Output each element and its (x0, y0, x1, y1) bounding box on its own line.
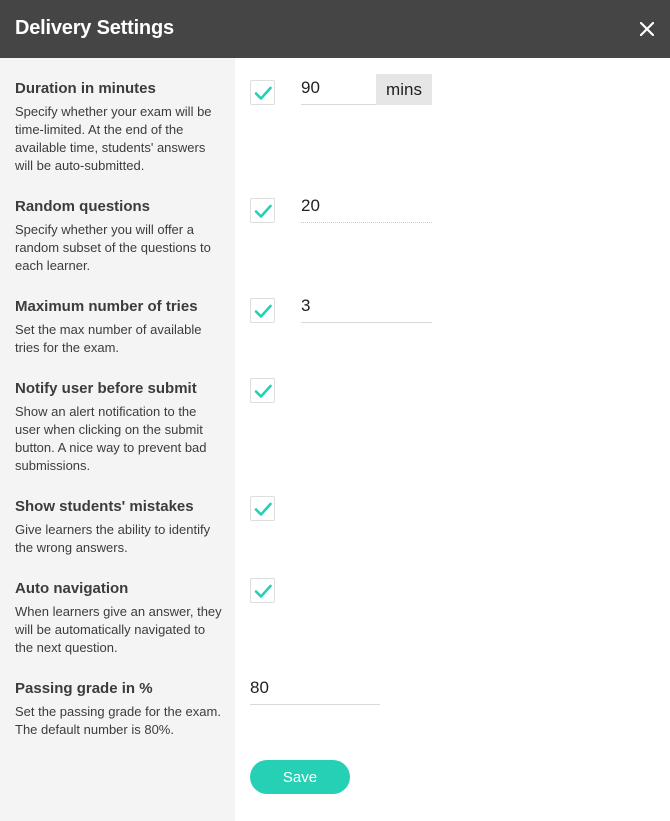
setting-description: Give learners the ability to identify the wrong answers. (15, 522, 211, 555)
setting-title: Duration in minutes (15, 80, 156, 97)
setting-description: Show an alert notification to the user when clicking on the submit button. A nice way to prevent bad submissions. (15, 404, 207, 473)
setting-description: Specify whether you will offer a random subset of the questions to each learner. (15, 222, 211, 273)
notify-before-submit-checkbox[interactable] (250, 378, 275, 403)
max-tries-field (301, 291, 432, 323)
setting-random-questions (15, 198, 223, 275)
setting-title: Show students' mistakes (15, 498, 194, 515)
close-icon (640, 22, 654, 36)
duration-field (301, 73, 376, 105)
random-questions-checkbox[interactable] (250, 198, 275, 223)
checkmark-icon (253, 301, 273, 321)
close-button[interactable] (640, 22, 654, 36)
random-questions-input[interactable] (301, 191, 432, 221)
checkmark-icon (253, 581, 273, 601)
duration-checkbox[interactable] (250, 80, 275, 105)
show-mistakes-checkbox[interactable] (250, 496, 275, 521)
checkmark-icon (253, 381, 273, 401)
passing-grade-input[interactable] (250, 673, 380, 703)
auto-navigation-checkbox[interactable] (250, 578, 275, 603)
setting-title: Auto navigation (15, 580, 129, 597)
setting-notify-before-submit (15, 380, 223, 475)
setting-max-tries (15, 298, 223, 357)
checkmark-icon (253, 499, 273, 519)
modal-header (0, 0, 670, 58)
setting-description: Specify whether your exam will be time-limited. At the end of the available time, students' answers will be auto-submitted. (15, 104, 212, 173)
setting-title: Notify user before submit (15, 380, 197, 397)
setting-title: Random questions (15, 198, 151, 215)
max-tries-checkbox[interactable] (250, 298, 275, 323)
checkmark-icon (253, 83, 273, 103)
max-tries-input[interactable] (301, 291, 432, 321)
settings-controls-panel (235, 58, 670, 821)
setting-passing-grade (15, 680, 223, 739)
setting-auto-navigation (15, 580, 223, 657)
random-questions-field (301, 191, 432, 223)
modal-title: Delivery Settings (15, 17, 174, 39)
duration-input[interactable] (301, 73, 376, 103)
duration-unit: mins (376, 74, 432, 105)
save-button[interactable]: Save (250, 760, 350, 794)
setting-show-mistakes (15, 498, 223, 557)
setting-description: When learners give an answer, they will be automatically navigated to the next question. (15, 604, 222, 655)
setting-description: Set the passing grade for the exam. The default number is 80%. (15, 704, 221, 737)
checkmark-icon (253, 201, 273, 221)
setting-description: Set the max number of available tries for the exam. (15, 322, 202, 355)
passing-grade-field (250, 673, 380, 705)
setting-duration (15, 80, 223, 175)
setting-title: Maximum number of tries (15, 298, 198, 315)
setting-title: Passing grade in % (15, 680, 153, 697)
